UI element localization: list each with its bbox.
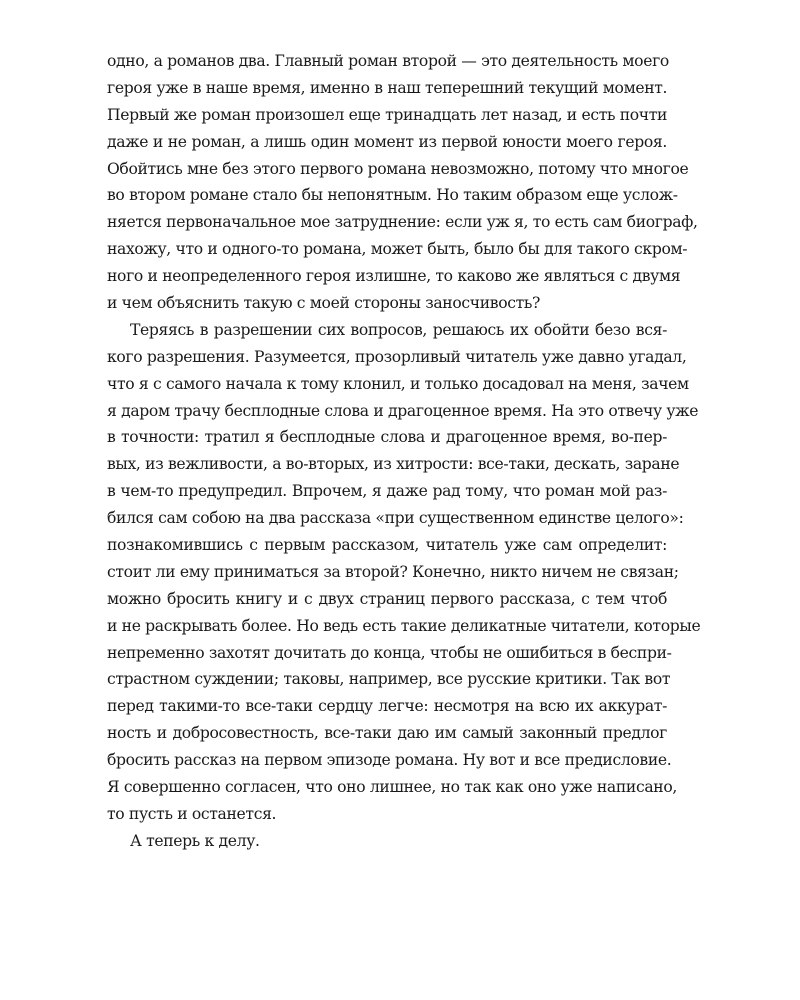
text-line: стоит ли ему приниматься за второй? Конечно, никто ничем не связан; (107, 562, 679, 581)
text-line: ность и добросовестность, все-таки даю им самый законный предлог (107, 724, 667, 743)
text-line: страстном суждении; таковы, например, все русские критики. Так вот (107, 670, 671, 689)
text-line: можно бросить книгу и с двух страниц первого рассказа, с тем чтоб (107, 589, 667, 608)
text-line: даже и не роман, а лишь один момент из первой юности моего героя. (107, 132, 667, 151)
text-line: бился сам собою на два рассказа «при существенном единстве целого»: (107, 509, 684, 528)
text-line: няется первоначальное мое затруднение: если уж я, то есть сам биограф, (107, 213, 698, 232)
text-line: Обойтись мне без этого первого романа невозможно, потому что многое (107, 159, 689, 178)
body-text (107, 48, 701, 855)
text-line: в чем-то предупредил. Впрочем, я даже рад тому, что роман мой раз- (107, 482, 667, 501)
text-line: во втором романе стало бы непонятным. Но таким образом еще услож- (107, 186, 678, 205)
text-line: непременно захотят дочитать до конца, чтобы не ошибиться в беспри- (107, 643, 672, 662)
text-line: Я совершенно согласен, что оно лишнее, но так как оно уже написано, (107, 778, 677, 797)
text-line: кого разрешения. Разумеется, прозорливый читатель уже давно угадал, (107, 347, 687, 366)
text-line: и не раскрывать более. Но ведь есть такие деликатные читатели, которые (107, 616, 701, 635)
text-line: я даром трачу бесплодные слова и драгоценное время. На это отвечу уже (107, 401, 699, 420)
text-line: то пусть и останется. (107, 804, 277, 823)
paragraph (107, 828, 667, 855)
text-line: и чем объяснить такую с моей стороны заносчивость? (107, 294, 541, 313)
text-line: ного и неопределенного героя излишне, то каково же являться с двумя (107, 267, 681, 286)
text-line: Первый же роман произошел еще тринадцать лет назад, и есть почти (107, 105, 668, 124)
text-line: познакомившись с первым рассказом, читатель уже сам определит: (107, 536, 667, 555)
text-line: А теперь к делу. (130, 831, 260, 850)
text-line: вых, из вежливости, а во-вторых, из хитрости: все-таки, дескать, заране (107, 455, 680, 474)
text-line: в точности: тратил я бесплодные слова и драгоценное время, во-пер- (107, 428, 667, 447)
text-line: что я с самого начала к тому клонил, и только досадовал на меня, зачем (107, 374, 689, 393)
text-line: героя уже в наше время, именно в наш теперешний текущий момент. (107, 78, 668, 97)
text-line: Теряясь в разрешении сих вопросов, решаюсь их обойти безо вся- (130, 320, 667, 339)
text-line: бросить рассказ на первом эпизоде романа. Ну вот и все предисловие. (107, 751, 672, 770)
paragraph (107, 317, 701, 828)
text-line: перед такими-то все-таки сердцу легче: несмотря на всю их аккурат- (107, 697, 667, 716)
paragraph (107, 48, 698, 317)
text-line: нахожу, что и одного-то романа, может быть, было бы для такого скром- (107, 240, 688, 259)
text-line: одно, а романов два. Главный роман второй — это деятельность моего (107, 52, 669, 70)
